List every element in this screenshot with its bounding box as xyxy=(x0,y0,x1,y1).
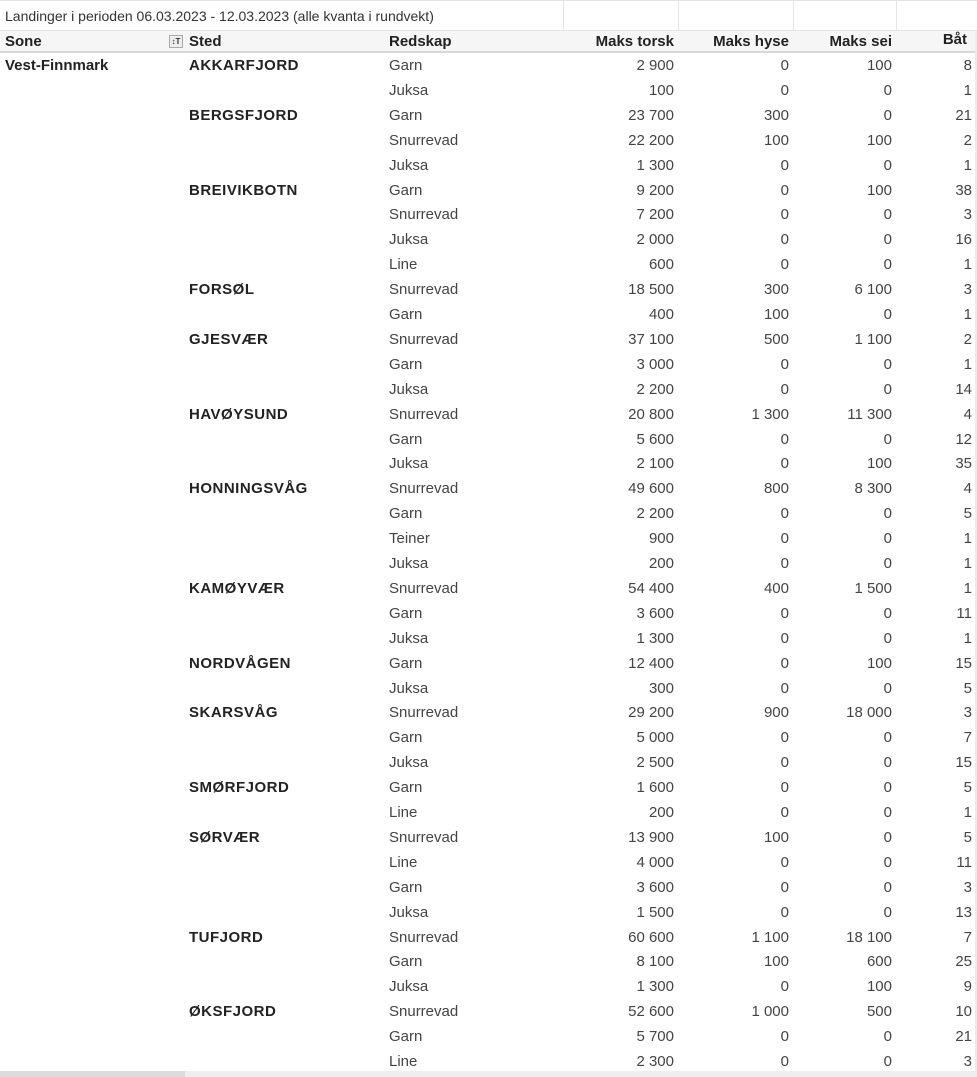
cell-maks-torsk: 9 200 xyxy=(636,181,674,199)
cell-maks-sei: 8 300 xyxy=(854,480,892,498)
column-header-sted[interactable]: Sted xyxy=(189,33,222,50)
cell-maks-sei: 1 500 xyxy=(854,579,892,597)
cell-redskap: Snurrevad xyxy=(389,1003,459,1021)
cell-maks-sei: 6 100 xyxy=(854,281,892,299)
cell-redskap: Garn xyxy=(389,654,423,672)
cell-redskap: Line xyxy=(389,853,418,871)
table-row xyxy=(0,53,977,78)
cell-maks-hyse: 500 xyxy=(763,330,789,348)
cell-bat: 1 xyxy=(963,530,972,548)
cell-redskap: Garn xyxy=(389,878,423,896)
cell-maks-torsk: 2 200 xyxy=(636,380,674,398)
cell-maks-torsk: 2 200 xyxy=(636,505,674,523)
cell-sted: BREIVIKBOTN xyxy=(189,181,298,199)
table-row xyxy=(0,103,977,128)
cell-bat: 1 xyxy=(963,81,972,99)
cell-bat: 3 xyxy=(963,1053,972,1070)
cell-maks-torsk: 2 000 xyxy=(636,231,674,249)
table-row xyxy=(0,178,977,203)
cell-maks-torsk: 5 000 xyxy=(636,729,674,747)
cell-bat: 10 xyxy=(955,1003,972,1021)
cell-maks-hyse: 0 xyxy=(780,380,789,398)
cell-maks-torsk: 29 200 xyxy=(628,704,674,722)
cell-maks-hyse: 300 xyxy=(763,106,789,124)
cell-bat: 1 xyxy=(963,256,972,274)
cell-maks-hyse: 0 xyxy=(780,355,789,373)
table-row xyxy=(0,725,977,750)
cell-maks-torsk: 600 xyxy=(648,256,674,274)
cell-bat: 1 xyxy=(963,629,972,647)
cell-maks-sei: 11 300 xyxy=(847,405,892,423)
cell-bat: 3 xyxy=(963,281,972,299)
table-row xyxy=(0,302,977,327)
cell-maks-hyse: 0 xyxy=(780,256,789,274)
cell-maks-hyse: 0 xyxy=(780,505,789,523)
table-row xyxy=(0,202,977,227)
cell-redskap: Juksa xyxy=(389,629,429,647)
table-row xyxy=(0,900,977,925)
cell-maks-sei: 0 xyxy=(883,206,892,224)
cell-maks-torsk: 5 600 xyxy=(636,430,674,448)
table-row xyxy=(0,451,977,476)
cell-maks-hyse: 0 xyxy=(780,604,789,622)
table-row xyxy=(0,377,977,402)
table-header xyxy=(0,31,977,53)
cell-redskap: Snurrevad xyxy=(389,928,459,946)
cell-sted: TUFJORD xyxy=(189,928,264,946)
cell-redskap: Juksa xyxy=(389,754,429,772)
cell-bat: 13 xyxy=(955,903,972,921)
cell-maks-hyse: 0 xyxy=(780,853,789,871)
cell-redskap: Garn xyxy=(389,181,423,199)
cell-maks-sei: 500 xyxy=(866,1003,892,1021)
cell-redskap: Line xyxy=(389,256,418,274)
cell-bat: 21 xyxy=(955,106,972,124)
table-row xyxy=(0,651,977,676)
table-row xyxy=(0,427,977,452)
cell-bat: 5 xyxy=(963,828,972,846)
cell-maks-torsk: 13 900 xyxy=(628,828,674,846)
table-row xyxy=(0,925,977,950)
cell-sted: SØRVÆR xyxy=(189,828,261,846)
cell-redskap: Line xyxy=(389,1053,418,1070)
table-row xyxy=(0,501,977,526)
cell-maks-sei: 100 xyxy=(866,654,892,672)
cell-maks-sei: 0 xyxy=(883,1028,892,1046)
column-header-maks-hyse[interactable]: Maks hyse xyxy=(713,33,789,50)
cell-sted: KAMØYVÆR xyxy=(189,579,285,597)
cell-maks-torsk: 37 100 xyxy=(628,330,674,348)
cell-bat: 8 xyxy=(963,57,972,74)
cell-redskap: Garn xyxy=(389,57,423,74)
cell-maks-hyse: 0 xyxy=(780,156,789,174)
cell-bat: 12 xyxy=(955,430,972,448)
cell-bat: 35 xyxy=(955,455,972,473)
cell-bat: 15 xyxy=(955,654,972,672)
cell-maks-sei: 18 000 xyxy=(846,704,892,722)
cell-maks-hyse: 100 xyxy=(763,306,789,323)
cell-redskap: Snurrevad xyxy=(389,131,459,149)
cell-redskap: Juksa xyxy=(389,903,429,921)
cell-maks-sei: 0 xyxy=(883,355,892,373)
cell-sted: SMØRFJORD xyxy=(189,779,290,797)
cell-sted: ØKSFJORD xyxy=(189,1003,277,1021)
table-row xyxy=(0,875,977,900)
cell-maks-sei: 100 xyxy=(866,455,892,473)
cell-redskap: Garn xyxy=(389,1028,423,1046)
cell-maks-torsk: 900 xyxy=(648,530,674,548)
cell-maks-torsk: 3 600 xyxy=(636,878,674,896)
cell-maks-torsk: 60 600 xyxy=(628,928,674,946)
cell-maks-hyse: 0 xyxy=(780,1053,789,1070)
cell-sted: SKARSVÅG xyxy=(189,704,279,722)
cell-bat: 3 xyxy=(963,878,972,896)
table-row xyxy=(0,402,977,427)
gridline xyxy=(563,1,564,31)
cell-maks-hyse: 300 xyxy=(763,281,789,299)
cell-redskap: Garn xyxy=(389,779,423,797)
cell-maks-hyse: 0 xyxy=(780,654,789,672)
cell-maks-sei: 0 xyxy=(883,106,892,124)
cell-bat: 5 xyxy=(963,505,972,523)
cell-maks-torsk: 7 200 xyxy=(636,206,674,224)
cell-maks-hyse: 0 xyxy=(780,729,789,747)
cell-maks-sei: 0 xyxy=(883,679,892,697)
cell-maks-torsk: 52 600 xyxy=(628,1003,674,1021)
table-row xyxy=(0,252,977,277)
cell-maks-torsk: 3 600 xyxy=(636,604,674,622)
cell-maks-sei: 100 xyxy=(866,131,892,149)
cell-maks-hyse: 0 xyxy=(780,555,789,572)
cell-maks-torsk: 100 xyxy=(648,81,674,99)
cell-redskap: Juksa xyxy=(389,81,429,99)
cell-maks-hyse: 0 xyxy=(780,530,789,548)
cell-redskap: Juksa xyxy=(389,156,429,174)
table-row xyxy=(0,825,977,850)
cell-redskap: Garn xyxy=(389,953,423,971)
cell-maks-hyse: 0 xyxy=(780,754,789,772)
cell-maks-sei: 600 xyxy=(866,953,892,971)
cell-bat: 14 xyxy=(955,380,972,398)
cell-redskap: Snurrevad xyxy=(389,405,459,423)
cell-maks-torsk: 1 600 xyxy=(636,779,674,797)
table-row xyxy=(0,576,977,601)
cell-maks-hyse: 0 xyxy=(780,878,789,896)
cell-redskap: Snurrevad xyxy=(389,330,459,348)
cell-bat: 1 xyxy=(963,156,972,174)
gridline xyxy=(793,1,794,31)
horizontal-scrollbar-thumb[interactable] xyxy=(0,1071,185,1077)
cell-maks-hyse: 400 xyxy=(763,579,789,597)
cell-redskap: Garn xyxy=(389,106,423,124)
table-row xyxy=(0,700,977,725)
cell-maks-hyse: 800 xyxy=(763,480,789,498)
cell-redskap: Teiner xyxy=(389,530,430,548)
table-row xyxy=(0,800,977,825)
cell-maks-sei: 0 xyxy=(883,306,892,323)
cell-maks-sei: 0 xyxy=(883,853,892,871)
table-row xyxy=(0,327,977,352)
cell-maks-torsk: 200 xyxy=(648,804,674,821)
table-row xyxy=(0,601,977,626)
cell-sted: NORDVÅGEN xyxy=(189,654,292,672)
cell-redskap: Snurrevad xyxy=(389,281,459,299)
cell-bat: 16 xyxy=(955,231,972,249)
cell-redskap: Garn xyxy=(389,604,423,622)
cell-redskap: Line xyxy=(389,804,418,821)
cell-maks-hyse: 0 xyxy=(780,206,789,224)
cell-redskap: Juksa xyxy=(389,231,429,249)
cell-sted: GJESVÆR xyxy=(189,330,269,348)
cell-maks-hyse: 1 100 xyxy=(751,928,789,946)
cell-bat: 38 xyxy=(955,181,972,199)
cell-maks-sei: 0 xyxy=(883,530,892,548)
cell-redskap: Juksa xyxy=(389,380,429,398)
cell-maks-torsk: 8 100 xyxy=(636,953,674,971)
cell-maks-sei: 1 100 xyxy=(854,330,892,348)
cell-maks-sei: 0 xyxy=(883,779,892,797)
cell-bat: 5 xyxy=(963,679,972,697)
cell-maks-hyse: 1 300 xyxy=(751,405,789,423)
cell-maks-hyse: 900 xyxy=(763,704,789,722)
table-row xyxy=(0,476,977,501)
cell-maks-sei: 0 xyxy=(883,754,892,772)
cell-maks-sei: 18 100 xyxy=(846,928,892,946)
cell-maks-hyse: 0 xyxy=(780,679,789,697)
cell-maks-hyse: 100 xyxy=(763,828,789,846)
table-row xyxy=(0,974,977,999)
cell-maks-hyse: 0 xyxy=(780,430,789,448)
cell-bat: 4 xyxy=(963,405,972,423)
cell-maks-sei: 0 xyxy=(883,380,892,398)
cell-sted: AKKARFJORD xyxy=(189,57,299,74)
cell-redskap: Garn xyxy=(389,505,423,523)
cell-maks-sei: 0 xyxy=(883,505,892,523)
table-row xyxy=(0,551,977,576)
report-title: Landinger i perioden 06.03.2023 - 12.03.2023 (alle kvanta i rundvekt) xyxy=(5,8,434,24)
cell-maks-hyse: 0 xyxy=(780,181,789,199)
cell-bat: 1 xyxy=(963,306,972,323)
table-row xyxy=(0,850,977,875)
cell-maks-sei: 0 xyxy=(883,828,892,846)
cell-maks-sei: 0 xyxy=(883,604,892,622)
cell-maks-hyse: 0 xyxy=(780,978,789,996)
cell-bat: 1 xyxy=(963,555,972,572)
cell-bat: 3 xyxy=(963,704,972,722)
cell-redskap: Garn xyxy=(389,729,423,747)
cell-bat: 7 xyxy=(963,729,972,747)
cell-maks-torsk: 20 800 xyxy=(628,405,674,423)
cell-redskap: Snurrevad xyxy=(389,579,459,597)
cell-redskap: Juksa xyxy=(389,679,429,697)
cell-maks-torsk: 18 500 xyxy=(628,281,674,299)
cell-redskap: Garn xyxy=(389,306,423,323)
cell-sted: HAVØYSUND xyxy=(189,405,289,423)
table-row xyxy=(0,526,977,551)
cell-bat: 9 xyxy=(963,978,972,996)
cell-maks-hyse: 0 xyxy=(780,455,789,473)
cell-sted: HONNINGSVÅG xyxy=(189,480,308,498)
table-row xyxy=(0,949,977,974)
cell-redskap: Garn xyxy=(389,355,423,373)
cell-redskap: Snurrevad xyxy=(389,206,459,224)
cell-maks-hyse: 1 000 xyxy=(751,1003,789,1021)
cell-maks-hyse: 0 xyxy=(780,903,789,921)
cell-maks-torsk: 2 300 xyxy=(636,1053,674,1070)
column-header-maks-sei[interactable]: Maks sei xyxy=(829,33,892,50)
column-header-redskap[interactable]: Redskap xyxy=(389,33,452,50)
cell-maks-torsk: 49 600 xyxy=(628,480,674,498)
cell-maks-torsk: 23 700 xyxy=(628,106,674,124)
cell-maks-torsk: 4 000 xyxy=(636,853,674,871)
cell-maks-torsk: 300 xyxy=(648,679,674,697)
cell-maks-torsk: 1 300 xyxy=(636,629,674,647)
cell-maks-hyse: 0 xyxy=(780,779,789,797)
cell-maks-torsk: 400 xyxy=(648,306,674,323)
cell-bat: 1 xyxy=(963,355,972,373)
cell-maks-hyse: 0 xyxy=(780,81,789,99)
gridline xyxy=(896,1,897,31)
table-row xyxy=(0,277,977,302)
cell-bat: 1 xyxy=(963,579,972,597)
cell-bat: 5 xyxy=(963,779,972,797)
cell-bat: 11 xyxy=(956,604,972,622)
cell-bat: 25 xyxy=(955,953,972,971)
cell-redskap: Juksa xyxy=(389,455,429,473)
cell-maks-hyse: 0 xyxy=(780,231,789,249)
cell-maks-hyse: 100 xyxy=(763,953,789,971)
table-row xyxy=(0,227,977,252)
cell-sted: FORSØL xyxy=(189,281,255,299)
cell-sone: Vest-Finnmark xyxy=(5,57,109,74)
cell-redskap: Juksa xyxy=(389,978,429,996)
cell-maks-sei: 0 xyxy=(883,878,892,896)
cell-redskap: Garn xyxy=(389,430,423,448)
cell-maks-torsk: 2 500 xyxy=(636,754,674,772)
cell-maks-hyse: 0 xyxy=(780,804,789,821)
cell-maks-hyse: 0 xyxy=(780,1028,789,1046)
table-row xyxy=(0,1024,977,1049)
cell-maks-torsk: 5 700 xyxy=(636,1028,674,1046)
cell-maks-sei: 0 xyxy=(883,81,892,99)
cell-maks-torsk: 2 900 xyxy=(636,57,674,74)
cell-redskap: Juksa xyxy=(389,555,429,572)
cell-bat: 15 xyxy=(955,754,972,772)
cell-bat: 2 xyxy=(963,330,972,348)
cell-maks-torsk: 12 400 xyxy=(628,654,674,672)
table-row xyxy=(0,999,977,1024)
cell-bat: 3 xyxy=(963,206,972,224)
column-header-bat[interactable]: Båt xyxy=(942,31,967,48)
cell-maks-sei: 0 xyxy=(883,903,892,921)
cell-maks-sei: 0 xyxy=(883,231,892,249)
table-row xyxy=(0,676,977,701)
cell-maks-sei: 0 xyxy=(883,804,892,821)
cell-maks-sei: 0 xyxy=(883,729,892,747)
cell-redskap: Snurrevad xyxy=(389,704,459,722)
cell-bat: 1 xyxy=(963,804,972,821)
table-row xyxy=(0,128,977,153)
cell-redskap: Snurrevad xyxy=(389,828,459,846)
cell-maks-sei: 0 xyxy=(883,1053,892,1070)
table-row xyxy=(0,775,977,800)
cell-maks-torsk: 1 500 xyxy=(636,903,674,921)
cell-maks-torsk: 2 100 xyxy=(636,455,674,473)
cell-maks-sei: 100 xyxy=(866,181,892,199)
cell-bat: 4 xyxy=(963,480,972,498)
cell-bat: 7 xyxy=(963,928,972,946)
cell-maks-torsk: 54 400 xyxy=(628,579,674,597)
cell-maks-torsk: 22 200 xyxy=(628,131,674,149)
table-row xyxy=(0,352,977,377)
column-header-sone[interactable]: Sone xyxy=(5,33,42,50)
cell-maks-torsk: 3 000 xyxy=(636,355,674,373)
cell-maks-sei: 0 xyxy=(883,256,892,274)
title-row xyxy=(0,0,977,31)
cell-bat: 2 xyxy=(963,131,972,149)
gridline xyxy=(678,1,679,31)
cell-maks-torsk: 200 xyxy=(648,555,674,572)
column-header-maks-torsk[interactable]: Maks torsk xyxy=(595,33,674,50)
table-row xyxy=(0,78,977,103)
cell-bat: 11 xyxy=(956,853,972,871)
cell-bat: 21 xyxy=(955,1028,972,1046)
cell-maks-sei: 0 xyxy=(883,430,892,448)
cell-redskap: Snurrevad xyxy=(389,480,459,498)
cell-maks-hyse: 0 xyxy=(780,629,789,647)
cell-maks-sei: 100 xyxy=(866,57,892,74)
cell-maks-torsk: 1 300 xyxy=(636,978,674,996)
cell-maks-sei: 0 xyxy=(883,629,892,647)
table-row xyxy=(0,626,977,651)
cell-maks-sei: 0 xyxy=(883,156,892,174)
cell-maks-hyse: 100 xyxy=(763,131,789,149)
cell-maks-hyse: 0 xyxy=(780,57,789,74)
cell-maks-sei: 100 xyxy=(866,978,892,996)
cell-maks-torsk: 1 300 xyxy=(636,156,674,174)
filter-sort-icon[interactable]: ↕T xyxy=(169,35,183,48)
table-row xyxy=(0,750,977,775)
cell-maks-sei: 0 xyxy=(883,555,892,572)
table-row xyxy=(0,153,977,178)
cell-sted: BERGSFJORD xyxy=(189,106,299,124)
